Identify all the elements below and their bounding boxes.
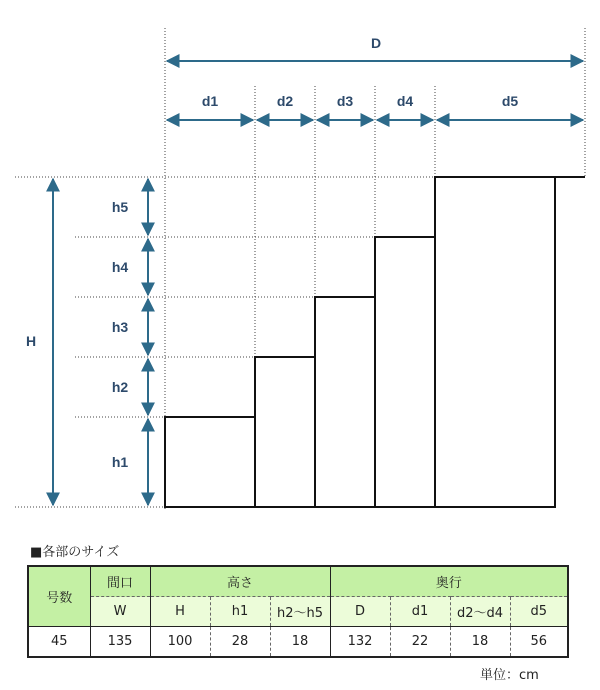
cell-model: 45 xyxy=(28,627,90,658)
label-d1: d1 xyxy=(201,93,219,109)
size-table xyxy=(27,565,569,658)
cell-h2-h5: 18 xyxy=(270,627,330,658)
subheader-W: W xyxy=(90,597,150,627)
label-h5: h5 xyxy=(111,199,129,215)
label-D: D xyxy=(370,35,382,51)
cell-d2-d4: 18 xyxy=(450,627,510,658)
subheader-h1: h1 xyxy=(210,597,270,627)
subheader-d5: d5 xyxy=(510,597,568,627)
header-model: 号数 xyxy=(28,566,90,627)
staircase-outline xyxy=(165,177,585,507)
label-h1: h1 xyxy=(111,454,129,470)
label-h3: h3 xyxy=(111,319,129,335)
subheader-d2-d4: d2〜d4 xyxy=(450,597,510,627)
subheader-H: H xyxy=(150,597,210,627)
header-depth: 奥行 xyxy=(330,566,568,597)
cell-H: 100 xyxy=(150,627,210,658)
size-table-caption: ■各部のサイズ xyxy=(30,545,120,560)
cell-D: 132 xyxy=(330,627,390,658)
cell-d1: 22 xyxy=(390,627,450,658)
label-d2: d2 xyxy=(276,93,294,109)
header-frontage: 間口 xyxy=(90,566,150,597)
label-d4: d4 xyxy=(396,93,414,109)
label-h2: h2 xyxy=(111,379,129,395)
subheader-d1: d1 xyxy=(390,597,450,627)
unit-note: 単位：cm xyxy=(480,668,539,683)
label-H: H xyxy=(25,333,37,349)
cell-h1: 28 xyxy=(210,627,270,658)
guide-lines xyxy=(15,28,585,510)
cell-W: 135 xyxy=(90,627,150,658)
label-h4: h4 xyxy=(111,259,129,275)
label-d5: d5 xyxy=(501,93,519,109)
subheader-D: D xyxy=(330,597,390,627)
subheader-h2-h5: h2〜h5 xyxy=(270,597,330,627)
header-height: 高さ xyxy=(150,566,330,597)
label-d3: d3 xyxy=(336,93,354,109)
cell-d5: 56 xyxy=(510,627,568,658)
